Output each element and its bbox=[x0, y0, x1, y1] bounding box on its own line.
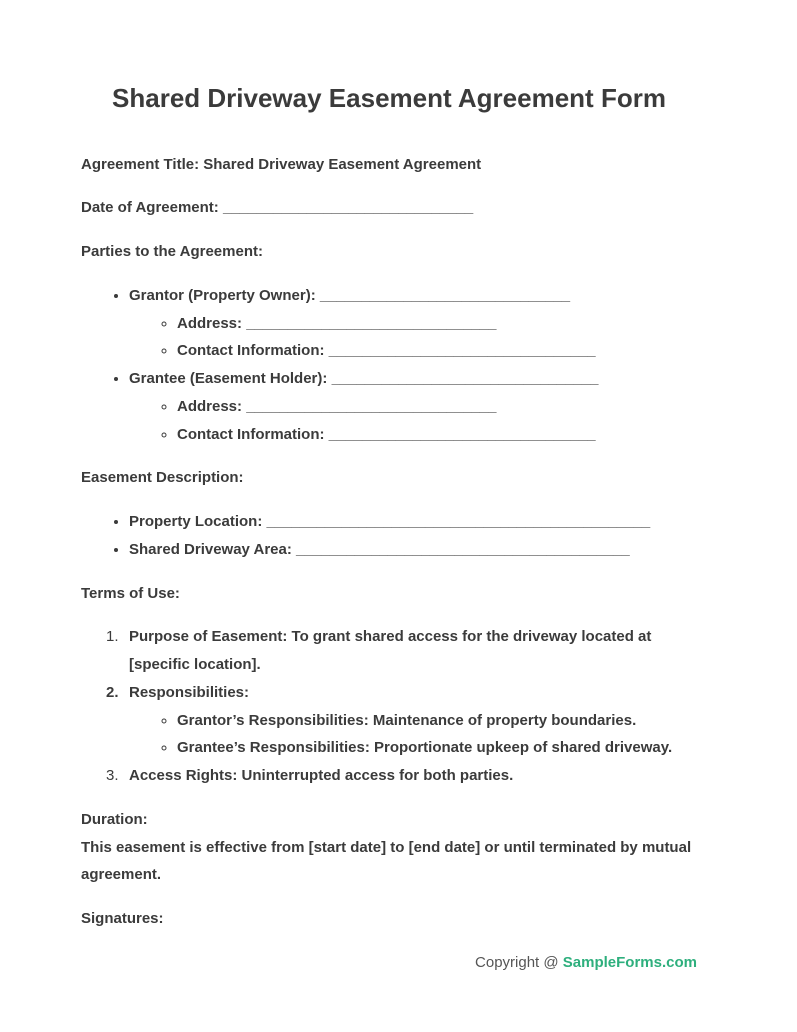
page-title: Shared Driveway Easement Agreement Form bbox=[112, 83, 666, 113]
responsibilities-sublist bbox=[129, 707, 697, 763]
list-number: 3. bbox=[106, 767, 119, 784]
grantor-contact-blank: ________________________________ bbox=[328, 342, 596, 360]
grantor-address-label: Address: bbox=[177, 314, 243, 332]
grantee-blank-line: ________________________________ bbox=[331, 370, 599, 387]
grantee-contact-label: Contact Information: bbox=[177, 425, 325, 443]
terms-item-text: Purpose of Easement: To grant shared access for the driveway located at [specific location]. bbox=[129, 628, 652, 673]
grantor-responsibilities-item: ◦ Grantor’s Responsibilities: Maintenance of property boundaries. bbox=[177, 707, 697, 735]
parties-heading: Parties to the Agreement: bbox=[81, 243, 263, 260]
grantor-blank-line: ______________________________ bbox=[319, 286, 571, 304]
shared-driveway-area-item bbox=[129, 536, 697, 564]
date-label: Date of Agreement: bbox=[81, 199, 219, 217]
brand-link[interactable]: SampleForms.com bbox=[562, 953, 697, 971]
grantor-address-blank: ______________________________ bbox=[246, 314, 497, 332]
agreement-title-value: Shared Driveway Easement Agreement bbox=[203, 155, 482, 173]
date-line bbox=[81, 194, 697, 222]
grantor-label: Grantor (Property Owner): bbox=[129, 286, 316, 304]
grantee-contact-item bbox=[177, 421, 697, 449]
grantee-address-label: Address: bbox=[177, 397, 243, 415]
footer bbox=[81, 949, 697, 977]
grantor-address-item bbox=[177, 310, 697, 338]
terms-of-use-heading: Terms of Use: bbox=[81, 584, 180, 602]
terms-item-text: Access Rights: Uninterrupted access for both parties. bbox=[129, 767, 514, 784]
shared-driveway-area-label: Shared Driveway Area: bbox=[129, 540, 292, 558]
agreement-title-line bbox=[81, 151, 697, 179]
property-location-label: Property Location: bbox=[129, 513, 263, 530]
list-number: 2. bbox=[106, 683, 119, 701]
grantee-sublist bbox=[129, 393, 697, 449]
property-location-item bbox=[129, 508, 697, 536]
grantor-contact-label: Contact Information: bbox=[177, 342, 325, 360]
property-location-blank: ______________________________________________ bbox=[266, 513, 651, 530]
easement-description-heading: Easement Description: bbox=[81, 469, 244, 487]
responsibilities-label: Responsibilities: bbox=[129, 683, 250, 701]
terms-list bbox=[81, 623, 697, 790]
parties-list bbox=[81, 282, 697, 449]
shared-driveway-area-blank: ________________________________________ bbox=[296, 540, 630, 558]
agreement-title-label: Agreement Title: bbox=[81, 155, 200, 173]
grantor-contact-item bbox=[177, 337, 697, 365]
duration-heading: Duration: bbox=[81, 810, 148, 828]
grantor-item bbox=[129, 282, 697, 365]
grantee-address-blank: ______________________________ bbox=[246, 397, 497, 415]
date-blank-line: ______________________________ bbox=[222, 199, 474, 217]
signatures-heading: Signatures: bbox=[81, 910, 164, 927]
grantor-sublist bbox=[129, 310, 697, 366]
grantee-item bbox=[129, 365, 697, 448]
terms-item-access-rights bbox=[106, 762, 697, 790]
terms-item-responsibilities bbox=[106, 679, 697, 762]
terms-item-text bbox=[129, 679, 697, 762]
grantee-address-item bbox=[177, 393, 697, 421]
copyright-text: Copyright @ bbox=[475, 953, 559, 971]
terms-item-purpose bbox=[106, 623, 697, 679]
grantee-contact-blank: ________________________________ bbox=[328, 425, 596, 443]
grantee-responsibilities-item: ◦ Grantee’s Responsibilities: Proportionate upkeep of shared driveway. bbox=[177, 734, 697, 762]
duration-text: This easement is effective from [start date] to [end date] or until terminated by mutual agreement. bbox=[81, 838, 692, 884]
grantee-label: Grantee (Easement Holder): bbox=[129, 370, 328, 387]
list-number: 1. bbox=[106, 628, 119, 646]
easement-list bbox=[81, 508, 697, 564]
